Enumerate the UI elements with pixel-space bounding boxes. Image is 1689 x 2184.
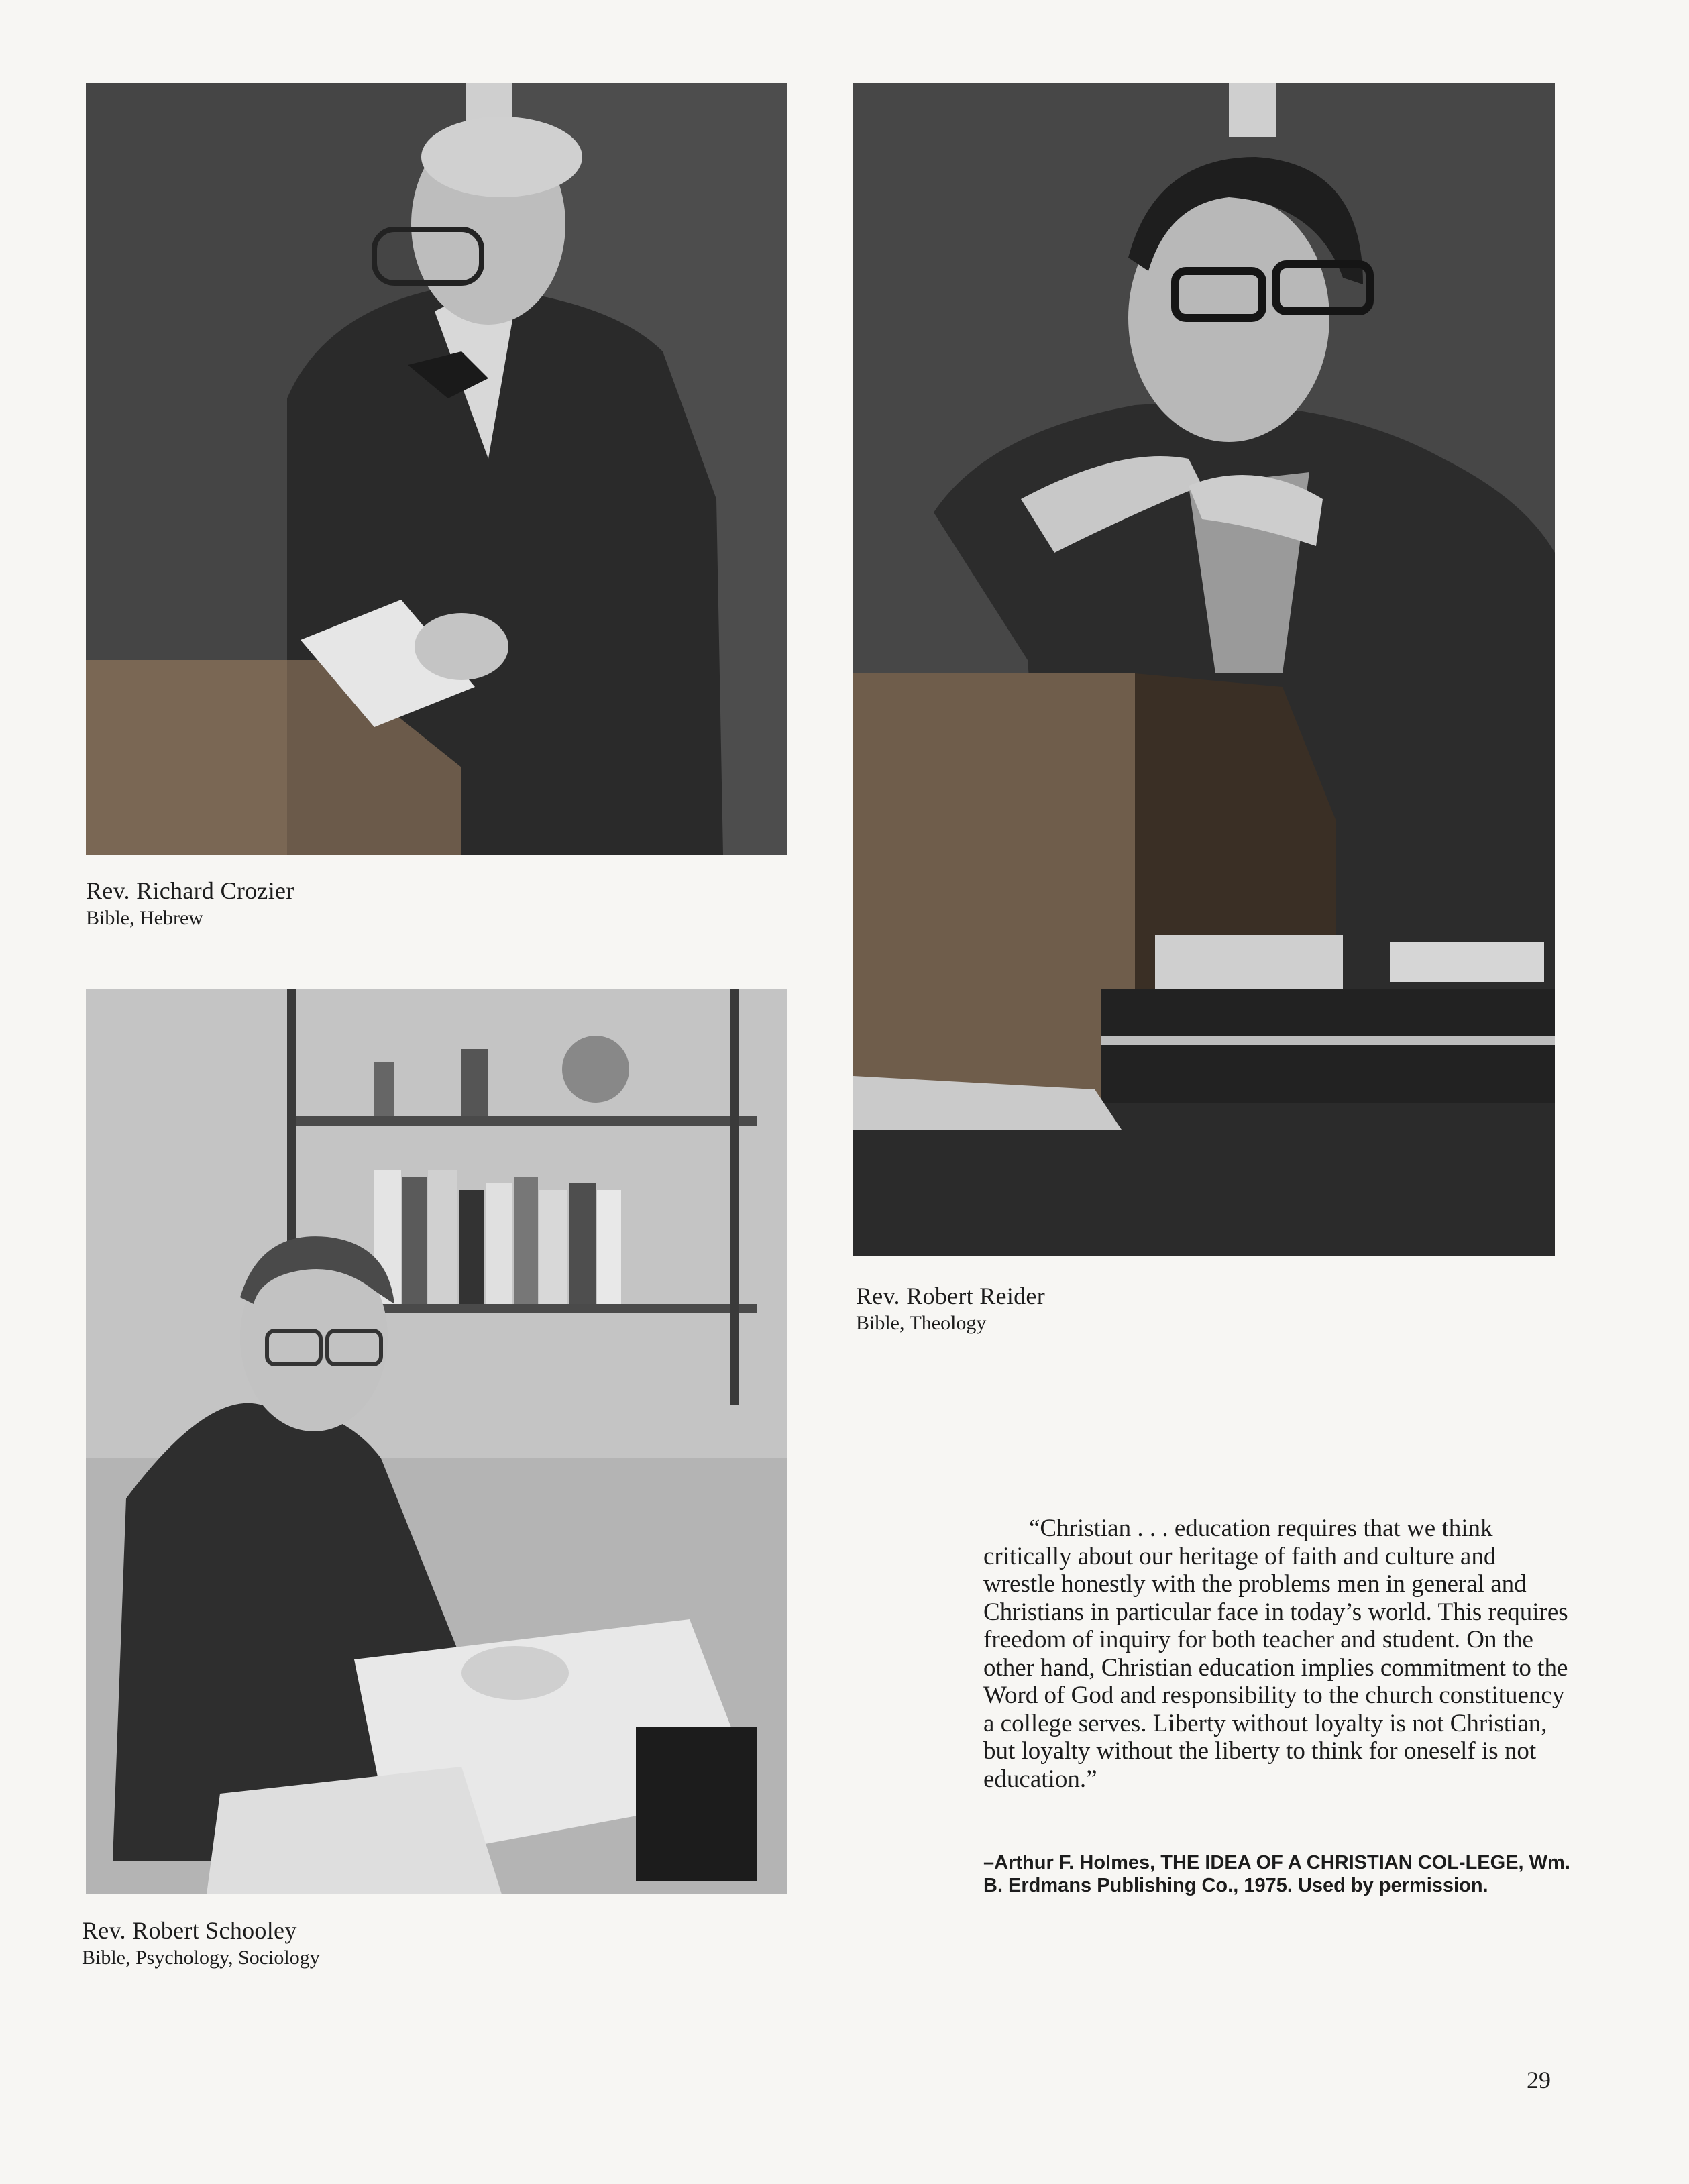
figure-name: Rev. Richard Crozier <box>86 877 294 904</box>
photo-reider <box>853 83 1555 1256</box>
quote-text: “Christian . . . education requires that we think critically about our heritage of faith and culture and wrestle honestly with the problems men in general and Christians in particular face in today’s world. This requires freedom of inquiry for both teacher and student. On the other hand, Christian education implies commitment to the Word of God and responsibility to the church constituency a college serves. Liberty without loyalty is not Christian, but loyalty without the liberty to think for oneself is not education.” <box>983 1515 1568 1793</box>
figure-subjects: Bible, Hebrew <box>86 907 203 929</box>
quote-attribution: –Arthur F. Holmes, THE IDEA OF A CHRISTIAN COL-LEGE, Wm. B. Erdmans Publishing Co., 1975. Used by permission. <box>983 1852 1570 1896</box>
caption-crozier <box>86 876 294 931</box>
figure-name: Rev. Robert Schooley <box>82 1917 297 1944</box>
photo-crozier <box>86 83 787 855</box>
figure-name: Rev. Robert Reider <box>856 1282 1045 1309</box>
figure-subjects: Bible, Psychology, Sociology <box>82 1947 320 1969</box>
page-number: 29 <box>1527 2067 1551 2093</box>
caption-reider <box>856 1281 1045 1336</box>
photo-schooley <box>86 989 787 1894</box>
caption-schooley <box>82 1916 320 1971</box>
figure-subjects: Bible, Theology <box>856 1312 987 1334</box>
